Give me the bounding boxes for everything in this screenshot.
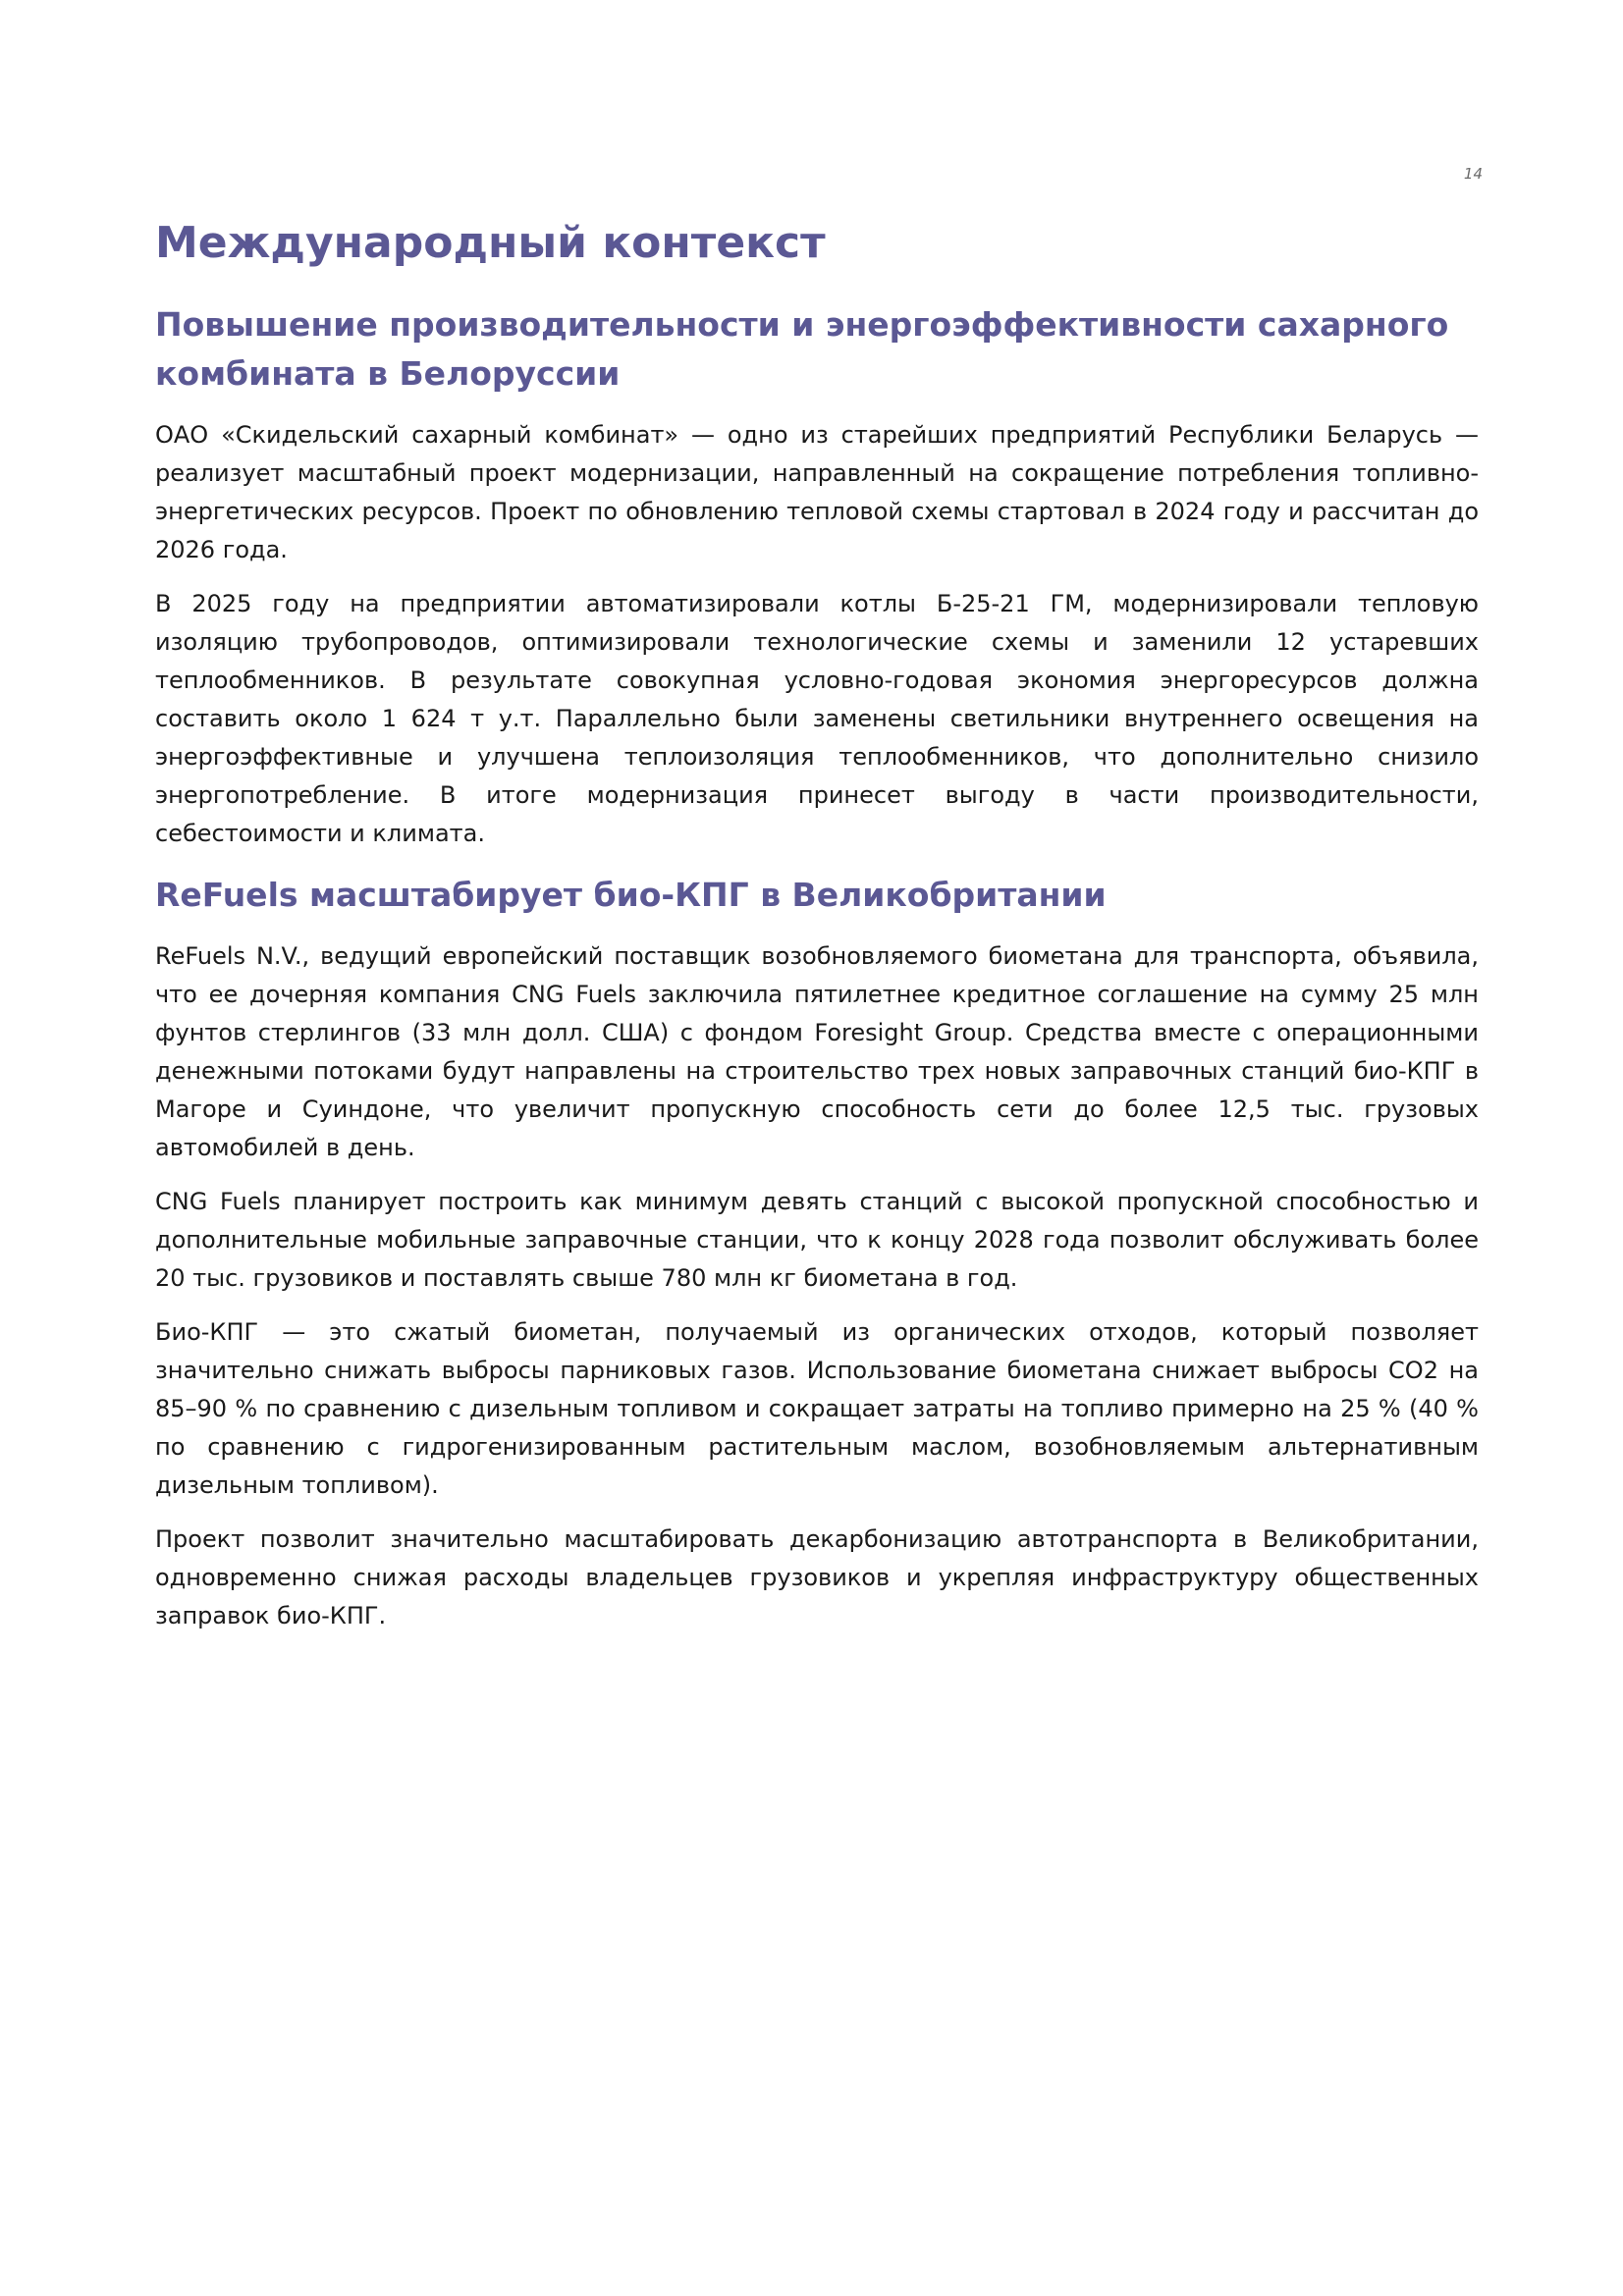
section-title: Повышение производительности и энергоэффективности сахарного комбината в Белоруссии [155, 305, 1449, 393]
paragraph: ОАО «Скидельский сахарный комбинат» — одно из старейших предприятий Республики Беларусь — реализует масштабный проект модернизации, направленный на сокращение потребления топливно-энергетических ресурсов. Проект по обновлению тепловой схемы стартовал в 2024 году и рассчитан до 2026 года. [155, 421, 1479, 563]
page-title: Международный контекст [155, 218, 826, 268]
section-sugar-plant [155, 300, 1479, 853]
paragraph: В 2025 году на предприятии автоматизировали котлы Б-25-21 ГМ, модернизировали тепловую изоляцию трубопроводов, оптимизировали технологические схемы и заменили 12 устаревших теплообменников. В результате совокупная условно-годовая экономия энергоресурсов должна составить около 1 624 т у.т. Параллельно были заменены светильники внутреннего освещения на энергоэффективные и улучшена теплоизоляция теплообменников, что дополнительно снизило энергопотребление. В итоге модернизация принесет выгоду в части производительности, себестоимости и климата. [155, 590, 1479, 847]
paragraph: Проект позволит значительно масштабировать декарбонизацию автотранспорта в Великобритании, одновременно снижая расходы владельцев грузовиков и укрепляя инфраструктуру общественных заправок био-КПГ. [155, 1525, 1479, 1629]
section-title: ReFuels масштабирует био-КПГ в Великобритании [155, 876, 1107, 914]
paragraph: ReFuels N.V., ведущий европейский поставщик возобновляемого биометана для транспорта, объявила, что ее дочерняя компания CNG Fuels заключила пятилетнее кредитное соглашение на сумму 25 млн фунтов стерлингов (33 млн долл. США) с фондом Foresight Group. Средства вместе с операционными денежными потоками будут направлены на строительство трех новых заправочных станций био-КПГ в Магоре и Суиндоне, что увеличит пропускную способность сети до более 12,5 тыс. грузовых автомобилей в день. [155, 942, 1479, 1161]
paragraph: Био-КПГ — это сжатый биометан, получаемый из органических отходов, который позволяет значительно снижать выбросы парниковых газов. Использование биометана снижает выбросы СО2 на 85–90 % по сравнению с дизельным топливом и сокращает затраты на топливо примерно на 25 % (40 % по сравнению с гидрогенизированным растительным маслом, возобновляемым альтернативным дизельным топливом). [155, 1318, 1479, 1499]
paragraph: CNG Fuels планирует построить как минимум девять станций с высокой пропускной способностью и дополнительные мобильные заправочные станции, что к концу 2028 года позволит обслуживать более 20 тыс. грузовиков и поставлять свыше 780 млн кг биометана в год. [155, 1188, 1479, 1292]
page-number: 14 [1463, 165, 1483, 183]
section-refuels [155, 871, 1479, 1635]
page-content [155, 212, 1479, 1635]
